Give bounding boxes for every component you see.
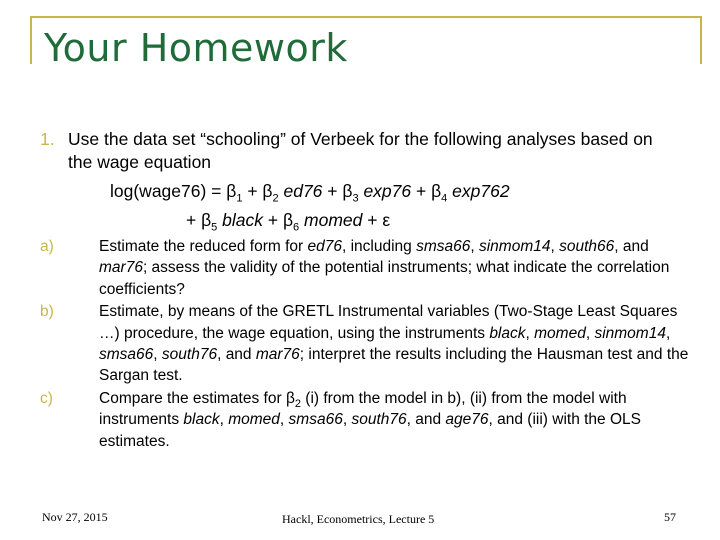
subtask-label: c) (40, 389, 53, 407)
item-number: 1. (40, 129, 55, 149)
slide-title: Your Homework (44, 26, 348, 70)
footer-page-number: 57 (664, 510, 676, 524)
title-frame-left-rule (30, 16, 32, 64)
subtask-label: a) (40, 238, 54, 255)
footer-date: Nov 27, 2015 (42, 510, 108, 524)
footer-course-label: Hackl, Econometrics, Lecture 5 (282, 512, 435, 526)
subtask-text: Estimate the reduced form for ed76, including smsa66, sinmom14, south66, and mar76; assess the validity of the potential instruments; what indicate the correlation coefficients? (99, 238, 670, 298)
wage-equation-line-2: + $\beta_5$ black + $\beta_6$ momed + ε (186, 210, 391, 234)
subtask-b (40, 301, 690, 387)
title-frame-top-rule (30, 16, 702, 18)
subtask-label: b) (40, 303, 54, 321)
subtask-text: Compare the estimates for $\beta_2$ (i) from the model in b), (ii) from the model with instruments black, momed, smsa66, south76, and age76, and (iii) with the OLS estimates. (99, 389, 641, 450)
item-intro-text: Use the data set “schooling” of Verbeek for the following analyses based on the wage equation (68, 129, 653, 172)
subtask-list (40, 236, 690, 453)
title-frame-right-rule (700, 16, 702, 64)
wage-equation-line-1: log(wage76) = $\beta_1 + \beta_2$ $ed76 + \beta_3$ $\exp 76 + \beta_4$ exp762 (110, 181, 510, 205)
subtask-a (40, 236, 690, 300)
subtask-text: Estimate, by means of the GRETL Instrumental variables (Two-Stage Least Squares …) procedure, the wage equation, using the instruments black, momed, sinmom14, smsa66, south76, and mar76; interpret the results including the Hausman test and the Sargan test. (99, 303, 689, 385)
subtask-c (40, 388, 690, 452)
